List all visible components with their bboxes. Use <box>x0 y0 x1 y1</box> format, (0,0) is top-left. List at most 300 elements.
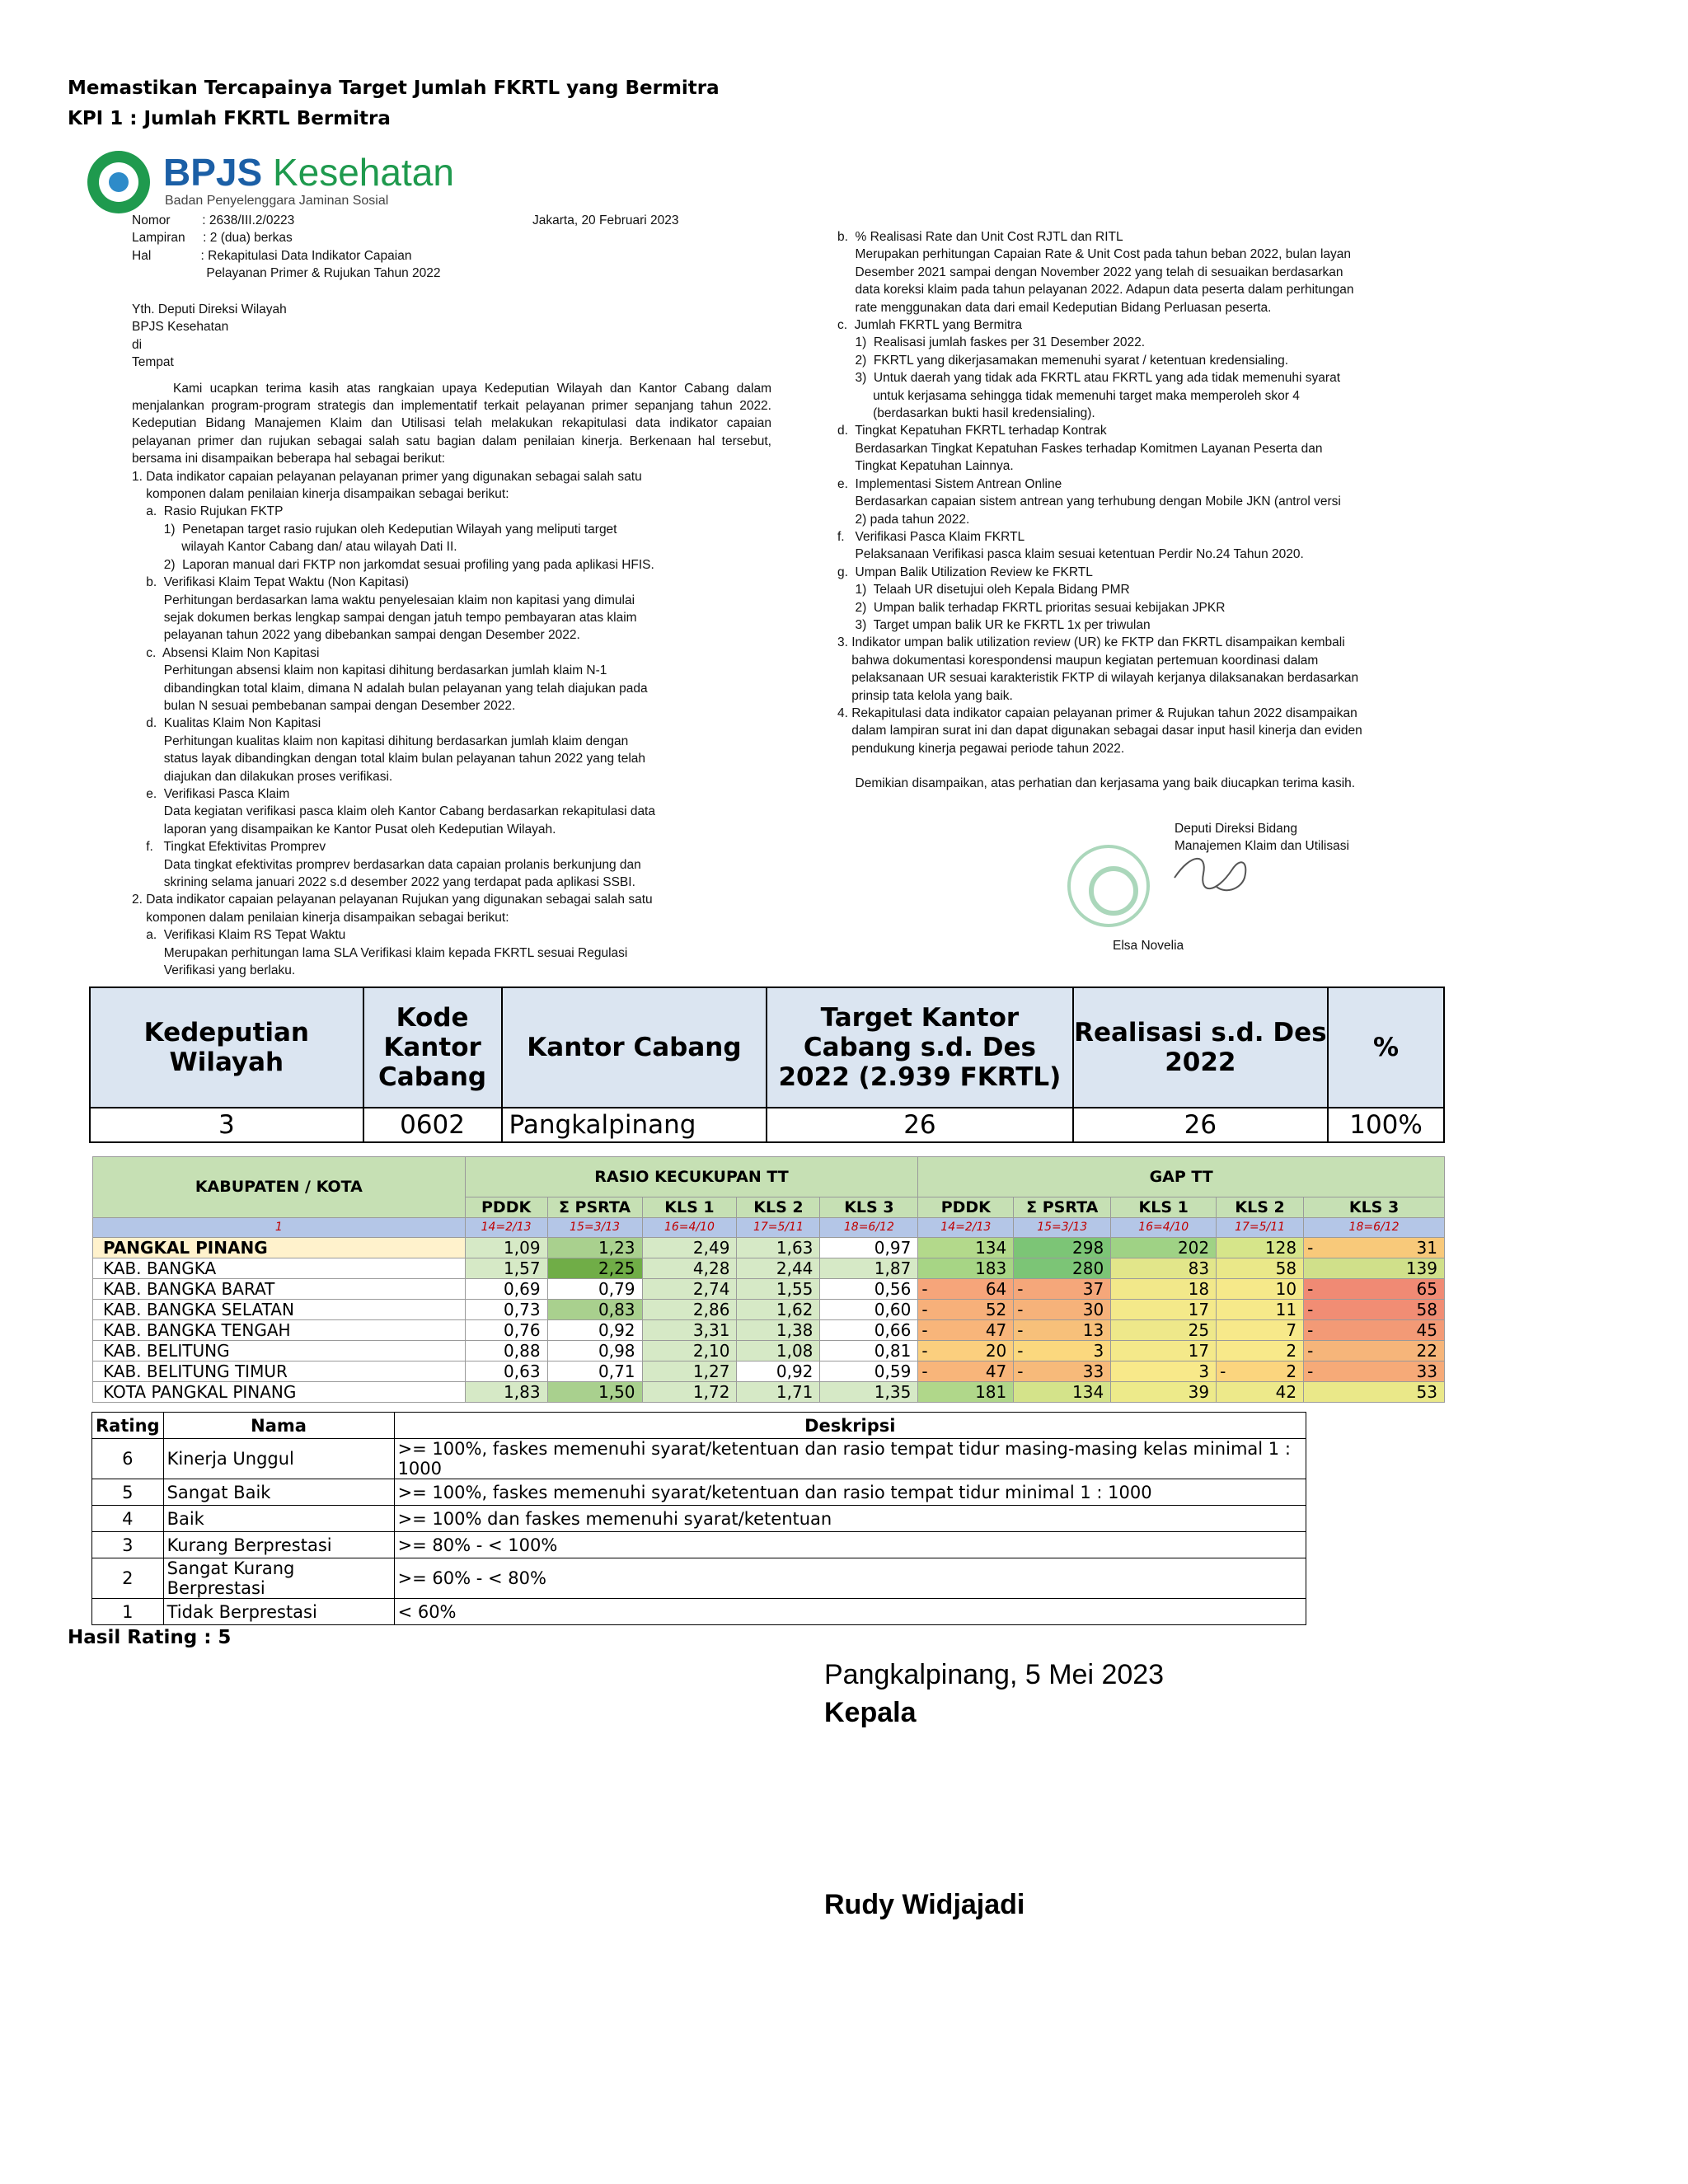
gap-ratio-cell: 1,27 <box>642 1361 737 1382</box>
gap-value: 139 <box>1405 1258 1437 1278</box>
table-row <box>93 1320 1445 1341</box>
letter-line: 1) Telaah UR disetujui oleh Kepala Bidang PMR <box>837 583 1130 598</box>
gap-value: 30 <box>1082 1300 1104 1319</box>
letter-left-column: Yth. Deputi Direksi Wilayah BPJS Kesehatan di Tempat Kami ucapkan terima kasih atas rangkaian upaya Kedeputian Wilayah dan Kantor Cabang dalam menjalankan program-program strategis dan implementatif terkait pelayanan primer sepanjang tahun 2022. Kedeputian Bidang Manajemen Klaim dan Utilisasi telah melakukan rekapitulasi data indikator capaian pelayanan primer dan rujukan sebagai salah satu bagian dalam penilaian kinerja. Berkenaan hal tersebut, bersama ini disampaikan beberapa hal sebagai berikut: 1. Data indikator capaian pelayanan pelayanan primer yang digunakan sebagai salah satu komponen dalam penilaian kinerja disampaikan sebagai berikut: a. Rasio Rujukan FKTP 1) Penetapan target rasio rujukan oleh Kedeputian Wilayah yang meliputi target wilayah Kantor Cabang dan/ atau wilayah Dati II. 2) Laporan manual dari FKTP non jarkomdat sesuai profiling yang pada aplikasi HFIS. b. Verifikasi Klaim Tepat Waktu (Non Kapitasi) Perhitungan berdasarkan lama waktu penyelesaian klaim non kapitasi yang dimulai sejak dokumen berkas lengkap sampai dengan jatuh tempo pembayaran atas klaim pelayanan tahun 2022 yang dibebankan sampai dengan Desember 2022. c. Absensi Klaim Non Kapitasi Perhitungan absensi klaim non kapitasi dihitung berdasarkan jumlah klaim N-1 dibandingkan total klaim, dimana N adalah bulan pelayanan yang telah diajukan pada bulan N sesuai pembebanan sampai dengan Desember 2022. d. Kualitas Klaim Non Kapitasi Perhitungan kualitas klaim non kapitasi dihitung berdasarkan jumlah klaim dengan status layak dibandingkan dengan total klaim bulan pelayanan tahun 2022 yang telah diajukan dan dilakukan proses verifikasi. e. Verifikasi Pasca Klaim Data kegiatan verifikasi pasca klaim oleh Kantor Cabang berdasarkan rekapitulasi data laporan yang disampaikan ke Kantor Pusat oleh Kedeputian Wilayah. f. Tingkat Efektivitas Promprev Data tingkat efektivitas promprev berdasarkan data capaian prolanis berkunjung dan skrining selama januari 2022 s.d desember 2022 yang terdapat pada aplikasi SSBI. 2. Data indikator capaian pelayanan pelayanan Rujukan yang digunakan sebagai salah satu komponen dalam penilaian kinerja disampaikan sebagai berikut: a. Verifikasi Klaim RS Tepat Waktu Merupakan perhitungan lama SLA Verifikasi klaim kepada FKRTL sesuai Regulasi Verifikasi yang berlaku. <box>132 301 771 979</box>
rating-name: Kinerja Unggul <box>163 1439 394 1479</box>
gap-value-cell <box>1014 1382 1111 1403</box>
gap-value-cell <box>1304 1361 1445 1382</box>
negative-sign: - <box>921 1320 928 1340</box>
letter-right-body <box>837 228 1512 793</box>
table-row <box>93 1258 1445 1279</box>
rating-name: Sangat Baik <box>163 1479 394 1506</box>
gap-subheader: PDDK <box>918 1197 1014 1218</box>
gap-value: 11 <box>1275 1300 1297 1319</box>
letter-line: dalam lampiran surat ini dan dapat digunakan sebagai dasar input hasil kinerja dan eviden <box>837 724 1362 738</box>
gap-subheader: KLS 3 <box>820 1197 918 1218</box>
letter-line: e. Verifikasi Pasca Klaim <box>132 786 290 801</box>
letter-line: (berdasarkan bukti hasil kredensialing). <box>837 406 1095 421</box>
gap-region-name: KAB. BANGKA TENGAH <box>93 1320 466 1341</box>
kpi-col-percent: % <box>1328 987 1444 1108</box>
gap-ratio-cell: 1,87 <box>820 1258 918 1279</box>
gap-value: 47 <box>985 1320 1007 1340</box>
gap-value-cell <box>918 1300 1014 1320</box>
gap-value: 33 <box>1082 1361 1104 1381</box>
letter-line: wilayah Kantor Cabang dan/ atau wilayah Dati II. <box>132 540 457 555</box>
gap-ratio-cell: 0,56 <box>820 1279 918 1300</box>
rating-description: >= 100%, faskes memenuhi syarat/ketentuan dan rasio tempat tidur masing-masing kelas minimal 1 : 1000 <box>394 1439 1306 1479</box>
gap-value-cell <box>1111 1238 1217 1258</box>
table-row <box>92 1479 1306 1506</box>
gap-value-cell <box>918 1341 1014 1361</box>
gap-ratio-cell: 2,44 <box>737 1258 820 1279</box>
gap-ratio-cell: 0,73 <box>465 1300 547 1320</box>
gap-value-cell <box>1111 1258 1217 1279</box>
gap-value: 47 <box>985 1361 1007 1381</box>
table-row <box>93 1382 1445 1403</box>
negative-sign: - <box>1307 1279 1314 1299</box>
gap-value: 65 <box>1416 1279 1437 1299</box>
gap-ratio-cell: 0,98 <box>547 1341 642 1361</box>
gap-ratio-cell: 1,09 <box>465 1238 547 1258</box>
kpi-kantor: Pangkalpinang <box>502 1108 767 1142</box>
place-date: Pangkalpinang, 5 Mei 2023 <box>824 1659 1165 1690</box>
rating-description: >= 80% - < 100% <box>394 1532 1306 1558</box>
gap-ratio-cell: 1,57 <box>465 1258 547 1279</box>
gap-value-cell <box>918 1258 1014 1279</box>
gap-value: 181 <box>975 1382 1007 1402</box>
letter-line: 2) Laporan manual dari FKTP non jarkomdat sesuai profiling yang pada aplikasi HFIS. <box>132 557 654 572</box>
gap-ratio-cell: 0,88 <box>465 1341 547 1361</box>
letter-left-body <box>132 468 771 980</box>
gap-subheader: KLS 2 <box>1217 1197 1304 1218</box>
letter-line: e. Implementasi Sistem Antrean Online <box>837 476 1062 491</box>
negative-sign: - <box>921 1279 928 1299</box>
gap-ratio-cell: 1,35 <box>820 1382 918 1403</box>
gap-ratio-cell: 0,92 <box>737 1361 820 1382</box>
gap-value-cell <box>1304 1382 1445 1403</box>
gap-ratio-cell: 2,49 <box>642 1238 737 1258</box>
letter-line: f. Tingkat Efektivitas Promprev <box>132 840 326 855</box>
table-row <box>93 1341 1445 1361</box>
letter-line: pelaksanaan UR sesuai karakteristik FKTP di wilayah kerjanya dilaksanakan berdasarkan <box>837 671 1359 686</box>
letter-signature-block: Deputi Direksi Bidang Manajemen Klaim dan Utilisasi Elsa Novelia <box>1067 820 1447 960</box>
table-row <box>92 1599 1306 1625</box>
negative-sign: - <box>1017 1341 1024 1361</box>
gap-ratio-cell: 2,25 <box>547 1258 642 1279</box>
letter-line: Merupakan perhitungan lama SLA Verifikasi klaim kepada FKRTL sesuai Regulasi <box>132 945 628 960</box>
bed-ratio-gap-table <box>92 1156 1445 1403</box>
gap-value-cell <box>1217 1238 1304 1258</box>
gap-value-cell <box>1111 1341 1217 1361</box>
logo-subtitle: Badan Penyelenggara Jaminan Sosial <box>165 194 389 208</box>
gap-subheader: KLS 1 <box>642 1197 737 1218</box>
letter-line: 2) pada tahun 2022. <box>837 512 970 527</box>
gap-value-cell <box>1014 1320 1111 1341</box>
gap-ratio-cell: 1,83 <box>465 1382 547 1403</box>
letter-line: sejak dokumen berkas lengkap sampai dengan jatuh tempo pembayaran atas klaim <box>132 610 637 625</box>
table-row <box>92 1532 1306 1558</box>
rating-description: < 60% <box>394 1599 1306 1625</box>
gap-ratio-cell: 0,76 <box>465 1320 547 1341</box>
gap-ratio-cell: 0,60 <box>820 1300 918 1320</box>
letter-line: a. Verifikasi Klaim RS Tepat Waktu <box>132 928 346 943</box>
rating-header-row <box>92 1413 1306 1439</box>
kpi-col-kode: Kode Kantor Cabang <box>363 987 502 1108</box>
gap-value: 10 <box>1275 1279 1297 1299</box>
letter-line: 3) Target umpan balik UR ke FKRTL 1x per triwulan <box>837 617 1151 632</box>
letter-line: bahwa dokumentasi korespondensi maupun kegiatan pertemuan koordinasi dalam <box>837 653 1319 668</box>
gap-value-cell <box>918 1279 1014 1300</box>
rating-name: Kurang Berprestasi <box>163 1532 394 1558</box>
bpjs-logo <box>87 149 467 215</box>
gap-col-kabupaten: KABUPATEN / KOTA <box>93 1157 466 1218</box>
letter-line: pelayanan tahun 2022 yang dibebankan sampai dengan Desember 2022. <box>132 628 580 643</box>
gap-region-name: KAB. BANGKA SELATAN <box>93 1300 466 1320</box>
kpi-header-row <box>90 987 1444 1108</box>
gap-value-cell <box>1217 1300 1304 1320</box>
gap-ratio-cell: 0,63 <box>465 1361 547 1382</box>
letter-line: laporan yang disampaikan ke Kantor Pusat oleh Kedeputian Wilayah. <box>132 822 556 837</box>
letter-line: a. Rasio Rujukan FKTP <box>132 504 284 519</box>
gap-value: 17 <box>1188 1300 1210 1319</box>
letter-line: komponen dalam penilaian kinerja disampaikan sebagai berikut: <box>132 487 509 502</box>
letter-right-column <box>837 228 1512 793</box>
letter-line: untuk kerjasama sehingga tidak memenuhi target maka memperoleh skor 4 <box>837 388 1300 403</box>
gap-index-cell: 17=5/11 <box>737 1217 820 1238</box>
letter-meta: Nomor : 2638/III.2/0223 Lampiran : 2 (dua) berkas Hal : Rekapitulasi Data Indikator Capaian Pelayanan Primer & Rujukan Tahun 2022 <box>132 213 441 281</box>
kpi-kode: 0602 <box>363 1108 502 1142</box>
letter-line: d. Tingkat Kepatuhan FKRTL terhadap Kontrak <box>837 424 1107 438</box>
letter-line: Perhitungan berdasarkan lama waktu penyelesaian klaim non kapitasi yang dimulai <box>132 593 635 607</box>
gap-ratio-cell: 1,50 <box>547 1382 642 1403</box>
gap-value: 58 <box>1275 1258 1297 1278</box>
letter-line: Data kegiatan verifikasi pasca klaim oleh Kantor Cabang berdasarkan rekapitulasi data <box>132 804 655 819</box>
table-row <box>93 1361 1445 1382</box>
rating-table <box>91 1412 1306 1625</box>
negative-sign: - <box>921 1361 928 1381</box>
gap-value-cell <box>1111 1361 1217 1382</box>
handwritten-signature <box>1166 845 1257 902</box>
rating-value: 6 <box>92 1439 164 1479</box>
gap-value-cell <box>1217 1258 1304 1279</box>
letter-line: rate menggunakan data dari email Kedeputian Bidang Perluasan peserta. <box>837 300 1272 315</box>
gap-ratio-cell: 0,92 <box>547 1320 642 1341</box>
letter-line: Data tingkat efektivitas promprev berdasarkan data capaian prolanis berkunjung dan <box>132 857 641 872</box>
gap-ratio-cell: 4,28 <box>642 1258 737 1279</box>
gap-value: 134 <box>1072 1382 1104 1402</box>
gap-ratio-cell: 1,72 <box>642 1382 737 1403</box>
negative-sign: - <box>1307 1238 1314 1258</box>
gap-value: 18 <box>1188 1279 1210 1299</box>
gap-value: 280 <box>1072 1258 1104 1278</box>
document-title: Memastikan Tercapainya Target Jumlah FKRTL yang Bermitra <box>68 77 720 99</box>
gap-value: 64 <box>985 1279 1007 1299</box>
letter-line: 4. Rekapitulasi data indikator capaian pelayanan primer & Rujukan tahun 2022 disampaikan <box>837 705 1357 720</box>
table-row <box>93 1279 1445 1300</box>
table-row <box>92 1558 1306 1599</box>
letter-line: 1) Realisasi jumlah faskes per 31 Desember 2022. <box>837 335 1146 350</box>
rating-col-nama: Nama <box>163 1413 394 1439</box>
gap-value-cell <box>1014 1361 1111 1382</box>
gap-value-cell <box>918 1238 1014 1258</box>
letter-line: dibandingkan total klaim, dimana N adalah bulan pelayanan yang telah diajukan pada <box>132 681 648 696</box>
negative-sign: - <box>1017 1300 1024 1319</box>
letter-line: Merupakan perhitungan Capaian Rate & Unit Cost pada tahun beban 2022, bulan layan <box>837 247 1352 262</box>
gap-ratio-cell: 1,38 <box>737 1320 820 1341</box>
scanned-letter <box>66 144 1459 978</box>
gap-ratio-cell: 1,08 <box>737 1341 820 1361</box>
gap-value: 183 <box>975 1258 1007 1278</box>
gap-region-name: KAB. BELITUNG TIMUR <box>93 1361 466 1382</box>
letter-line: 2) Umpan balik terhadap FKRTL prioritas sesuai kebijakan JPKR <box>837 600 1226 615</box>
gap-ratio-cell: 2,10 <box>642 1341 737 1361</box>
gap-value-cell <box>1304 1238 1445 1258</box>
rating-value: 3 <box>92 1532 164 1558</box>
gap-value: 128 <box>1264 1238 1297 1258</box>
gap-value: 31 <box>1416 1238 1437 1258</box>
gap-region-name: KAB. BANGKA <box>93 1258 466 1279</box>
gap-region-name: KAB. BANGKA BARAT <box>93 1279 466 1300</box>
letter-line: Demikian disampaikan, atas perhatian dan kerjasama yang baik diucapkan terima kasih. <box>837 776 1356 791</box>
gap-value: 298 <box>1072 1238 1104 1258</box>
gap-value-cell <box>1217 1341 1304 1361</box>
negative-sign: - <box>921 1300 928 1319</box>
gap-value: 37 <box>1082 1279 1104 1299</box>
gap-body <box>93 1238 1445 1403</box>
gap-index-cell: 16=4/10 <box>642 1217 737 1238</box>
negative-sign: - <box>921 1341 928 1361</box>
bpjs-logo-icon <box>87 151 150 213</box>
gap-index-cell: 18=6/12 <box>1304 1217 1445 1238</box>
kpi-col-realisasi: Realisasi s.d. Des 2022 <box>1073 987 1329 1108</box>
gap-value-cell <box>1217 1361 1304 1382</box>
gap-value-cell <box>918 1361 1014 1382</box>
stamp-seal <box>1067 845 1150 927</box>
gap-subheader: Σ PSRTA <box>547 1197 642 1218</box>
gap-value: 20 <box>985 1341 1007 1361</box>
letter-line: Pelaksanaan Verifikasi pasca klaim sesuai ketentuan Perdir No.24 Tahun 2020. <box>837 547 1304 562</box>
letter-line: Perhitungan kualitas klaim non kapitasi dihitung berdasarkan jumlah klaim dengan <box>132 733 629 748</box>
gap-value: 33 <box>1416 1361 1437 1381</box>
letter-line: Perhitungan absensi klaim non kapitasi dihitung berdasarkan jumlah klaim N-1 <box>132 663 607 678</box>
gap-index-cell: 17=5/11 <box>1217 1217 1304 1238</box>
gap-value: 13 <box>1082 1320 1104 1340</box>
gap-value-cell <box>1304 1300 1445 1320</box>
gap-subheader: KLS 2 <box>737 1197 820 1218</box>
gap-value-cell <box>1014 1279 1111 1300</box>
rating-result: Hasil Rating : 5 <box>68 1627 232 1648</box>
gap-subheader: Σ PSRTA <box>1014 1197 1111 1218</box>
negative-sign: - <box>1017 1320 1024 1340</box>
negative-sign: - <box>1017 1361 1024 1381</box>
negative-sign: - <box>1307 1300 1314 1319</box>
gap-value-cell <box>1304 1258 1445 1279</box>
gap-ratio-cell: 0,83 <box>547 1300 642 1320</box>
gap-value-cell <box>1014 1300 1111 1320</box>
letter-line: c. Absensi Klaim Non Kapitasi <box>132 645 320 660</box>
rating-col-rating: Rating <box>92 1413 164 1439</box>
gap-ratio-cell: 1,55 <box>737 1279 820 1300</box>
gap-value-cell <box>918 1382 1014 1403</box>
gap-value-cell <box>1217 1279 1304 1300</box>
gap-group-rasio: RASIO KECUKUPAN TT <box>465 1157 918 1197</box>
gap-ratio-cell: 0,69 <box>465 1279 547 1300</box>
letter-line: 1) Penetapan target rasio rujukan oleh Kedeputian Wilayah yang meliputi target <box>132 522 617 537</box>
gap-value-cell <box>1304 1341 1445 1361</box>
letter-line: g. Umpan Balik Utilization Review ke FKRTL <box>837 565 1093 579</box>
rating-description: >= 100% dan faskes memenuhi syarat/ketentuan <box>394 1506 1306 1532</box>
gap-region-name: PANGKAL PINANG <box>93 1238 466 1258</box>
gap-value-cell <box>1014 1258 1111 1279</box>
signer-name: Elsa Novelia <box>1113 939 1184 953</box>
letter-line: d. Kualitas Klaim Non Kapitasi <box>132 716 321 731</box>
gap-ratio-cell: 1,23 <box>547 1238 642 1258</box>
gap-index-cell: 1 <box>93 1217 466 1238</box>
gap-index-cell: 15=3/13 <box>1014 1217 1111 1238</box>
gap-region-name: KOTA PANGKAL PINANG <box>93 1382 466 1403</box>
gap-value-cell <box>1111 1382 1217 1403</box>
letter-line: komponen dalam penilaian kinerja disampaikan sebagai berikut: <box>132 910 509 925</box>
table-row <box>93 1300 1445 1320</box>
gap-value-cell <box>918 1320 1014 1341</box>
kpi-col-target: Target Kantor Cabang s.d. Des 2022 (2.939 FKRTL) <box>767 987 1072 1108</box>
letter-line: bulan N sesuai pembebanan sampai dengan Desember 2022. <box>132 698 516 713</box>
gap-ratio-cell: 1,63 <box>737 1238 820 1258</box>
gap-index-cell: 15=3/13 <box>547 1217 642 1238</box>
gap-value: 45 <box>1416 1320 1437 1340</box>
gap-value: 3 <box>1093 1341 1104 1361</box>
letter-line: Berdasarkan capaian sistem antrean yang terhubung dengan Mobile JKN (antrol versi <box>837 494 1341 509</box>
gap-value: 3 <box>1198 1361 1210 1381</box>
gap-subheader: KLS 1 <box>1111 1197 1217 1218</box>
rating-name: Sangat Kurang Berprestasi <box>163 1558 394 1599</box>
rating-value: 4 <box>92 1506 164 1532</box>
signer-role: Kepala <box>824 1697 917 1728</box>
gap-region-name: KAB. BELITUNG <box>93 1341 466 1361</box>
gap-value: 58 <box>1416 1300 1437 1319</box>
gap-value: 22 <box>1416 1341 1437 1361</box>
gap-value: 39 <box>1188 1382 1210 1402</box>
gap-subheader: PDDK <box>465 1197 547 1218</box>
letter-line: f. Verifikasi Pasca Klaim FKRTL <box>837 529 1025 544</box>
rating-value: 1 <box>92 1599 164 1625</box>
letter-line: 3) Untuk daerah yang tidak ada FKRTL atau FKRTL yang ada tidak memenuhi syarat <box>837 371 1340 386</box>
gap-value: 52 <box>985 1300 1007 1319</box>
gap-ratio-cell: 1,62 <box>737 1300 820 1320</box>
gap-value: 17 <box>1188 1341 1210 1361</box>
gap-ratio-cell: 0,79 <box>547 1279 642 1300</box>
rating-name: Tidak Berprestasi <box>163 1599 394 1625</box>
gap-value-cell <box>1111 1300 1217 1320</box>
rating-body <box>92 1439 1306 1625</box>
gap-ratio-cell: 0,97 <box>820 1238 918 1258</box>
gap-value-cell <box>1014 1341 1111 1361</box>
gap-value: 42 <box>1275 1382 1297 1402</box>
negative-sign: - <box>1307 1320 1314 1340</box>
gap-value-cell <box>1217 1382 1304 1403</box>
gap-group-gap: GAP TT <box>918 1157 1445 1197</box>
letter-line: diajukan dan dilakukan proses verifikasi. <box>132 769 393 784</box>
kpi-col-kedeputian: Kedeputian Wilayah <box>90 987 363 1108</box>
gap-value-cell <box>1217 1320 1304 1341</box>
gap-value-cell <box>1111 1320 1217 1341</box>
table-row <box>92 1506 1306 1532</box>
gap-ratio-cell: 1,71 <box>737 1382 820 1403</box>
letter-line: prinsip tata kelola yang baik. <box>837 688 1013 703</box>
gap-value: 202 <box>1177 1238 1210 1258</box>
kpi-title: KPI 1 : Jumlah FKRTL Bermitra <box>68 108 391 129</box>
gap-index-cell: 16=4/10 <box>1111 1217 1217 1238</box>
gap-value: 2 <box>1286 1361 1297 1381</box>
gap-value-cell <box>1014 1238 1111 1258</box>
letter-date: Jakarta, 20 Februari 2023 <box>532 213 679 227</box>
negative-sign: - <box>1220 1361 1226 1381</box>
letter-line: 2. Data indikator capaian pelayanan pelayanan Rujukan yang digunakan sebagai salah satu <box>132 893 653 907</box>
gap-value-cell <box>1304 1279 1445 1300</box>
letter-line: 2) FKRTL yang dikerjasamakan memenuhi syarat / ketentuan kredensialing. <box>837 353 1289 368</box>
table-row <box>92 1439 1306 1479</box>
gap-ratio-cell: 0,59 <box>820 1361 918 1382</box>
gap-index-cell: 14=2/13 <box>465 1217 547 1238</box>
gap-index-row <box>93 1217 1445 1238</box>
table-row <box>93 1238 1445 1258</box>
letter-line: Berdasarkan Tingkat Kepatuhan Faskes terhadap Komitmen Layanan Peserta dan <box>837 441 1323 456</box>
gap-value: 7 <box>1286 1320 1297 1340</box>
kpi-realisasi: 26 <box>1073 1108 1329 1142</box>
rating-name: Baik <box>163 1506 394 1532</box>
gap-value: 53 <box>1416 1382 1437 1402</box>
negative-sign: - <box>1307 1361 1314 1381</box>
gap-ratio-cell: 0,71 <box>547 1361 642 1382</box>
letter-line: 3. Indikator umpan balik utilization review (UR) ke FKTP dan FKRTL disampaikan kembali <box>837 635 1345 650</box>
letter-line: Tingkat Kepatuhan Lainnya. <box>837 459 1014 474</box>
gap-ratio-cell: 3,31 <box>642 1320 737 1341</box>
letter-line: c. Jumlah FKRTL yang Bermitra <box>837 318 1022 333</box>
gap-index-cell: 14=2/13 <box>918 1217 1014 1238</box>
gap-value-cell <box>1304 1320 1445 1341</box>
negative-sign: - <box>1307 1341 1314 1361</box>
negative-sign: - <box>1017 1279 1024 1299</box>
kpi-percent: 100% <box>1328 1108 1444 1142</box>
letter-line: b. % Realisasi Rate dan Unit Cost RJTL dan RITL <box>837 230 1123 244</box>
letter-line: skrining selama januari 2022 s.d desember 2022 yang terdapat pada aplikasi SSBI. <box>132 875 635 889</box>
gap-value: 2 <box>1286 1341 1297 1361</box>
kpi-data-row <box>90 1108 1444 1142</box>
gap-subheader: KLS 3 <box>1304 1197 1445 1218</box>
gap-ratio-cell: 2,86 <box>642 1300 737 1320</box>
kpi-col-kantor: Kantor Cabang <box>502 987 767 1108</box>
kpi-table <box>89 987 1445 1143</box>
rating-description: >= 60% - < 80% <box>394 1558 1306 1599</box>
letter-line: data koreksi klaim pada tahun pelayanan 2022. Adapun data peserta dalam perhitungan <box>837 283 1354 298</box>
rating-value: 5 <box>92 1479 164 1506</box>
kpi-kedeputian: 3 <box>90 1108 363 1142</box>
letter-line: 1. Data indikator capaian pelayanan pelayanan primer yang digunakan sebagai salah satu <box>132 469 642 484</box>
rating-description: >= 100%, faskes memenuhi syarat/ketentuan dan rasio tempat tidur minimal 1 : 1000 <box>394 1479 1306 1506</box>
rating-value: 2 <box>92 1558 164 1599</box>
kpi-target: 26 <box>767 1108 1072 1142</box>
gap-ratio-cell: 0,66 <box>820 1320 918 1341</box>
letter-line <box>837 757 1512 775</box>
letter-line: pendukung kinerja pegawai periode tahun 2022. <box>837 741 1125 756</box>
letter-line: status layak dibandingkan dengan total klaim bulan pelayanan tahun 2022 yang telah <box>132 752 646 766</box>
letter-line: Verifikasi yang berlaku. <box>132 963 296 978</box>
gap-ratio-cell: 2,74 <box>642 1279 737 1300</box>
letter-line: Desember 2021 sampai dengan November 2022 yang telah di sesuaikan berdasarkan <box>837 265 1343 279</box>
gap-value: 25 <box>1188 1320 1210 1340</box>
signer-name-closing: Rudy Widjajadi <box>824 1889 1025 1920</box>
gap-ratio-cell: 0,81 <box>820 1341 918 1361</box>
